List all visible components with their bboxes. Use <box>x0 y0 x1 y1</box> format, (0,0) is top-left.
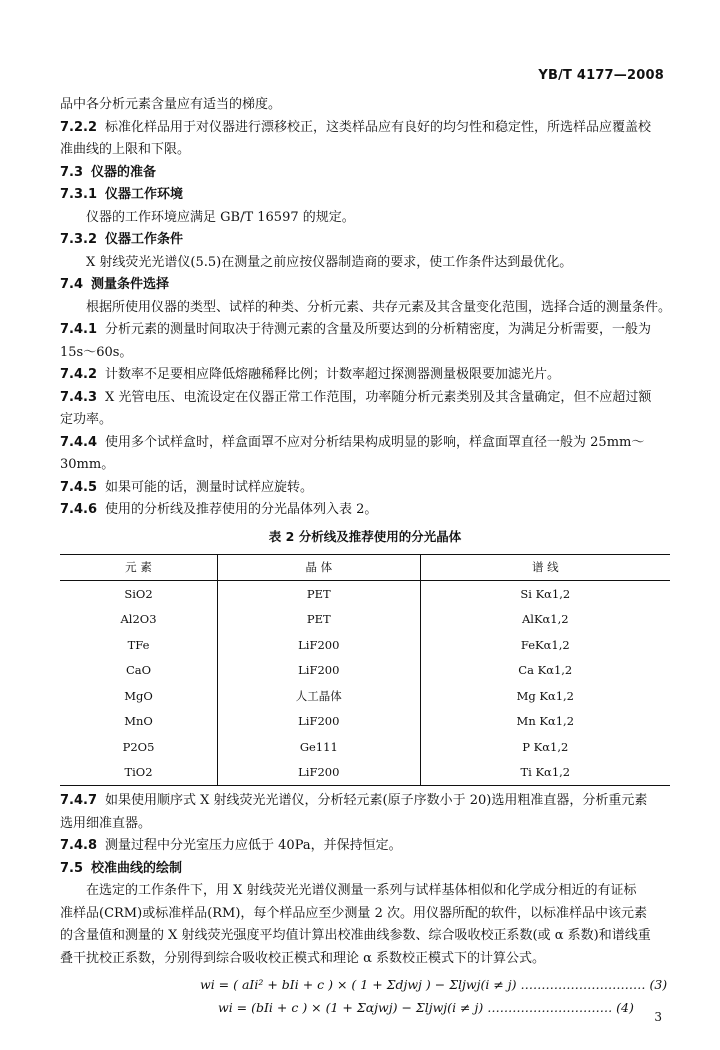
cell-element: TFe <box>60 632 218 658</box>
cell-element: MgO <box>60 683 218 709</box>
section-7-3-1-heading <box>60 184 670 207</box>
section-number: 7.3.1 <box>60 187 98 202</box>
section-7-3-heading <box>60 162 670 185</box>
clause-number: 7.4.8 <box>60 838 98 853</box>
clause-text: X 光管电压、电流设定在仪器正常工作范围，功率随分析元素类别及其含量确定，但不应超过额 <box>105 389 652 405</box>
clause-7-4-7-cont: 选用细准直器。 <box>60 815 152 831</box>
table-row <box>60 734 670 760</box>
clause-text: 测量过程中分光室压力应低于 40Pa，并保持恒定。 <box>105 838 402 853</box>
table-row <box>60 683 670 709</box>
clause-7-3-2-body: X 射线荧光光谱仪(5.5)在测量之前应按仪器制造商的要求，使工作条件达到最优化。 <box>86 254 573 270</box>
cell-element: SiO2 <box>60 581 218 607</box>
clause-text: 分析元素的测量时间取决于待测元素的含量及所要达到的分析精密度，为满足分析需要，一般为 <box>105 322 652 337</box>
clause-7-4-4-cont: 30mm。 <box>60 457 115 472</box>
clause-7-5-line-4: 叠干扰校正系数，分别得到综合吸收校正模式和理论 α 系数校正模式下的计算公式。 <box>60 950 546 966</box>
clause-7-3-1-body: 仪器的工作环境应满足 GB/T 16597 的规定。 <box>86 209 355 225</box>
section-title: 校准曲线的绘制 <box>91 860 183 876</box>
clause-7-4-5 <box>60 477 670 500</box>
clause-7-4-1-cont: 15s～60s。 <box>60 344 133 360</box>
cell-element: TiO2 <box>60 760 218 786</box>
table-title: 表 2 分析线及推荐使用的分光晶体 <box>268 528 462 544</box>
cell-line: Ca Kα1,2 <box>420 658 670 684</box>
cell-crystal: PET <box>218 607 421 633</box>
clause-7-4-body: 根据所使用仪器的类型、试样的种类、分析元素、共存元素及其含量变化范围，选择合适的测量条件。 <box>86 299 672 315</box>
clause-number: 7.4.4 <box>60 434 98 450</box>
clause-7-5-line-3: 的含量值和测量的 X 射线荧光强度平均值计算出校准曲线参数、综合吸收校正系数(或 α 系数)和谱线重 <box>60 928 651 943</box>
cell-line: FeKα1,2 <box>420 632 670 658</box>
table-row <box>60 581 670 607</box>
standard-number-header: YB/T 4177—2008 <box>538 68 664 83</box>
table-row <box>60 607 670 633</box>
cell-element: Al2O3 <box>60 607 218 633</box>
section-number: 7.3.2 <box>60 232 98 247</box>
cell-crystal: LiF200 <box>218 632 421 658</box>
section-number: 7.3 <box>60 164 84 180</box>
cell-crystal: LiF200 <box>218 709 421 735</box>
clause-number: 7.4.3 <box>60 389 98 405</box>
clause-7-4-1 <box>60 319 670 342</box>
clause-number: 7.4.5 <box>60 479 98 495</box>
clause-7-2-2 <box>60 117 670 140</box>
table-row <box>60 760 670 786</box>
cell-line: AlKα1,2 <box>420 607 670 633</box>
analysis-line-table <box>60 554 670 786</box>
section-number: 7.5 <box>60 860 84 876</box>
section-number: 7.4 <box>60 277 84 292</box>
cell-crystal: LiF200 <box>218 658 421 684</box>
clause-number: 7.4.6 <box>60 502 98 517</box>
clause-7-2-2-cont: 准曲线的上限和下限。 <box>60 142 191 157</box>
clause-number: 7.2.2 <box>60 119 98 135</box>
paragraph-continuation: 品中各分析元素含量应有适当的梯度。 <box>60 97 282 112</box>
clause-number: 7.4.2 <box>60 367 98 382</box>
cell-element: CaO <box>60 658 218 684</box>
clause-number: 7.4.7 <box>60 793 98 808</box>
cell-crystal: PET <box>218 581 421 607</box>
page-number: 3 <box>654 1010 662 1024</box>
cell-element: P2O5 <box>60 734 218 760</box>
cell-line: Mn Kα1,2 <box>420 709 670 735</box>
column-header-element: 元 素 <box>60 555 218 581</box>
table-row <box>60 658 670 684</box>
column-header-line: 谱 线 <box>420 555 670 581</box>
clause-text: 标准化样品用于对仪器进行漂移校正，这类样品应有良好的均匀性和稳定性，所选样品应覆盖校 <box>105 119 652 135</box>
cell-line: Si Kα1,2 <box>420 581 670 607</box>
clause-7-5-line-2: 准样品(CRM)或标准样品(RM)，每个样品应至少测量 2 次。用仪器所配的软件，以标准样品中该元素 <box>60 905 647 921</box>
cell-element: MnO <box>60 709 218 735</box>
clause-text: 使用的分析线及推荐使用的分光晶体列入表 2。 <box>105 502 378 517</box>
clause-7-5-line-1: 在选定的工作条件下，用 X 射线荧光光谱仪测量一系列与试样基体相似和化学成分相近的有证标 <box>86 883 637 898</box>
section-title: 仪器工作环境 <box>105 187 184 202</box>
clause-7-4-3-cont: 定功率。 <box>60 412 113 427</box>
clause-number: 7.4.1 <box>60 322 98 337</box>
clause-7-4-4 <box>60 432 670 455</box>
section-7-3-2-heading <box>60 229 670 252</box>
cell-line: P Kα1,2 <box>420 734 670 760</box>
clause-7-4-2 <box>60 364 670 387</box>
clause-7-4-3 <box>60 387 670 410</box>
section-7-5-heading <box>60 858 670 881</box>
section-7-4-heading <box>60 274 670 297</box>
cell-line: Ti Kα1,2 <box>420 760 670 786</box>
document-body <box>60 94 670 1019</box>
cell-crystal: LiF200 <box>218 760 421 786</box>
section-title: 仪器的准备 <box>91 164 157 180</box>
cell-crystal: 人工晶体 <box>218 683 421 709</box>
formula-3: wi = ( aIi² + bIi + c ) × ( 1 + Σdjwj ) − Σljwj(i ≠ j) ………………………… (3) <box>200 977 668 992</box>
section-title: 测量条件选择 <box>91 277 170 292</box>
clause-text: 计数率不足要相应降低熔融稀释比例；计数率超过探测器测量极限要加滤光片。 <box>105 367 561 382</box>
clause-text: 如果可能的话，测量时试样应旋转。 <box>105 479 314 495</box>
clause-7-4-6 <box>60 499 670 522</box>
table-header-row <box>60 555 670 581</box>
clause-7-4-8 <box>60 835 670 858</box>
table-row <box>60 632 670 658</box>
clause-7-4-7 <box>60 790 670 813</box>
cell-line: Mg Kα1,2 <box>420 683 670 709</box>
section-title: 仪器工作条件 <box>105 232 184 247</box>
table-row <box>60 709 670 735</box>
clause-text: 使用多个试样盒时，样盒面罩不应对分析结果构成明显的影响，样盒面罩直径一般为 25mm～ <box>105 434 645 450</box>
column-header-crystal: 晶 体 <box>218 555 421 581</box>
clause-text: 如果使用顺序式 X 射线荧光光谱仪，分析轻元素(原子序数小于 20)选用粗准直器，分析重元素 <box>105 793 648 808</box>
formula-4: wi = (bIi + c ) × (1 + Σαjwj) − Σljwj(i ≠ j) ………………………… (4) <box>218 999 634 1015</box>
cell-crystal: Ge111 <box>218 734 421 760</box>
